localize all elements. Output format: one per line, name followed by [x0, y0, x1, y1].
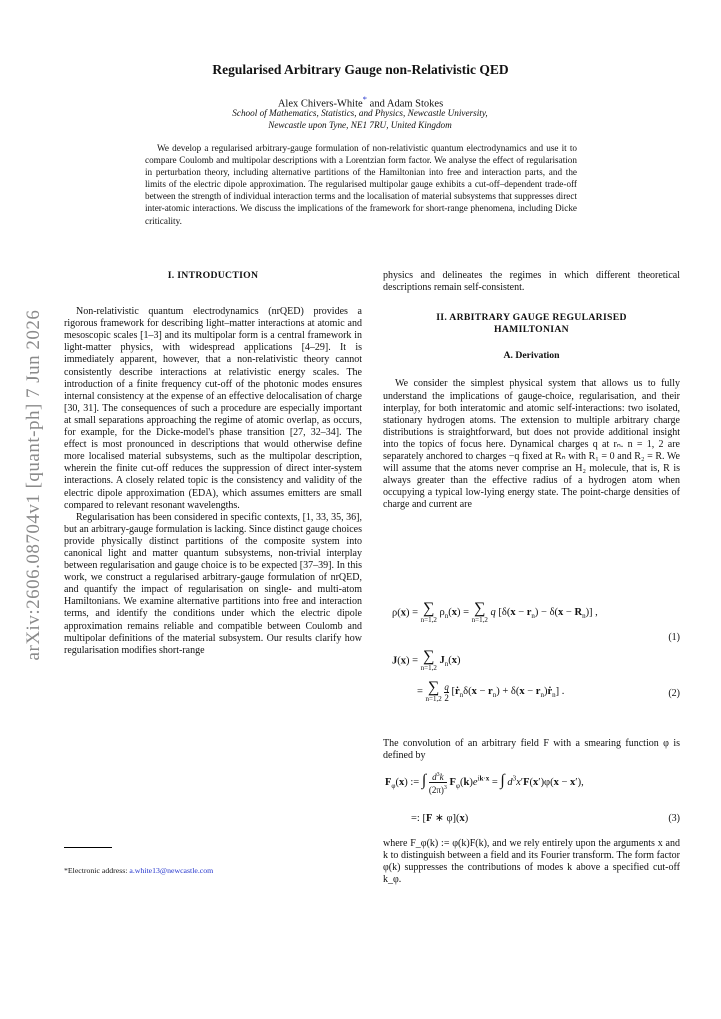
derivation-paragraph-2: The convolution of an arbitrary field F with a smearing function φ is defined by — [383, 738, 680, 762]
equation-2-line-1: J(x) = ∑ n=1,2 $J_n(x)$ — [392, 648, 461, 672]
equation-1: ρ(x) = ∑ n=1,2 $\rho_n(x)$ = ∑ n=1,2 q $[\delta(x - r_n) - \delta(x - R_n)]$ , — [392, 600, 598, 624]
formfactor-text — [383, 838, 680, 886]
footnote — [64, 866, 213, 875]
intro-paragraph-3: physics and delineates the regimes in which different theoretical descriptions remain self-consistent. — [383, 270, 680, 294]
convolution-text — [383, 738, 680, 762]
subsection-a-heading: A. Derivation — [503, 350, 560, 362]
derivation-paragraph-1: We consider the simplest physical system that allows us to fully understand the implications of gauge-choice, regularisation, and their interplay, for both interatomic and atomic self-interactions: two isolated, stationary hydrogen atoms. The extension to multiple arbitrary charge distributions is straightforward, but does not provide additional insight into the topics of focus here. Dynamical charges q at rₙ. n = 1, 2 are separately anchored to charges −q fixed at Rₙ with R₁ = 0 and R₂ = R. We will assume that the atoms never comprise an H₂ molecule, that is, R is always greater than the effective radius of a hydrogen atom when occupying a typical low-lying energy state. The point-charge densities of charge and current are — [383, 378, 680, 511]
equation-2-line-2: = ∑ n=1,2 $\frac{q}{2}$ [ṙ$_n$δ(x − $r_n) + \delta(x$ − $r_n)ṙ_n$] . — [417, 679, 565, 703]
equation-1-number: (1) — [668, 632, 680, 643]
footnote-label: *Electronic address: — [64, 866, 130, 875]
section-2-heading — [383, 312, 680, 336]
intro-paragraph-2: Regularisation has been considered in specific contexts, [1, 33, 35, 36], but an arbitrary-gauge formulation is lacking. Since distinct gauge choices provide physically distinct partitions of the composite system into canonical light and matter quantum subsystems, non-trivial interplay between regularisation and gauge choice is to be expected [37–39]. In this work, we construct a regularised arbitrary-gauge formulation of nrQED, and quantify the impact of regularisation on single- and multi-atom Hamiltonians. We examine alternative partitions into free and interaction terms, and identify the conditions under which the electric dipole approximation remains reliable and compatible between Coulomb and multipolar definitions of the material subsystem. Our results clarify how regularisation modifies short-range — [64, 511, 362, 656]
affiliation — [160, 108, 560, 131]
arxiv-identifier: arXiv:2606.08704v1 [quant-ph] 7 Jun 2026 — [23, 309, 44, 661]
arxiv-sidebar-stamp — [14, 290, 54, 680]
email-link[interactable]: a.white13@newcastle.com — [129, 866, 214, 875]
left-column — [64, 270, 362, 657]
author-2: Adam Stokes — [386, 98, 444, 110]
paper-title: Regularised Arbitrary Gauge non-Relativistic QED — [212, 62, 509, 77]
author-1: Alex Chivers-White — [277, 98, 363, 110]
author-conjunction: and — [367, 98, 387, 110]
equation-3-number: (3) — [668, 813, 680, 824]
equation-3-line-2: =: [F ∗ φ](x) — [411, 813, 469, 824]
author-1-footnote-mark[interactable]: * — [362, 94, 368, 104]
affiliation-line-1: School of Mathematics, Statistics, and Physics, Newcastle University, — [232, 108, 488, 118]
section-1-heading: I. INTRODUCTION — [167, 270, 259, 281]
right-column-top — [383, 270, 680, 512]
section-2-heading-line-1: II. ARBITRARY GAUGE REGULARISED — [436, 312, 627, 324]
intro-paragraph-1: Non-relativistic quantum electrodynamics (nrQED) provides a rigorous framework for describing light–matter interactions at atomic and mesoscopic scales [1–3] and its multipolar form is a central framework in light-matter physics, with widespread applications [4–29]. It is immediately apparent, however, that a non-relativistic theory cannot consistently describe interactions at relativistic energy scales. The introduction of a finite frequency cut-off of the photonic modes ensures internal consistency at the expense of an effective delocalisation of charge [30, 31]. The consequences of such a procedure are especially important at small separations approaching the regime of atomic overlap, as occurs, for example, for the Dicke-model's phase transition [27, 32–34]. The effect is most pronounced in descriptions that would otherwise define more localised material subsystems, such as the multipolar description, wherein the finite cut-off reduces the suppression of direct inter-system interactions. A closely related topic is the consistency and validity of the electric dipole approximation (EDA), which assumes emitters are small compared to relevant resonant wavelengths. — [64, 306, 362, 511]
abstract: We develop a regularised arbitrary-gauge formulation of non-relativistic quantum electrodynamics and use it to compare Coulomb and multipolar descriptions with a Lorentzian form factor. We analyse the effect of regularisation in perturbation theory, including alternative partitions of the Hamiltonian into free and interaction parts, and the limits of the electric dipole approximation. The regularised multipolar gauge exhibits a cut-off–dependent trade-off between the strength of individual interaction terms and the localisation of material subsystems that suppresses direct inter-atomic interactions. We discuss the implications of the framework for short-range phenomena, including Dicke criticality. — [145, 143, 577, 226]
derivation-paragraph-3: where F_φ(k) := φ(k)F(k), and we rely entirely upon the arguments x and k to distinguish between a field and its Fourier transform. The form factor φ(k) suppresses the contributions of modes k above a specified cut-off k_φ. — [383, 838, 680, 886]
equation-2-number: (2) — [668, 688, 680, 699]
section-2-heading-line-2: HAMILTONIAN — [494, 324, 569, 336]
affiliation-line-2: Newcastle upon Tyne, NE1 7RU, United Kingdom — [268, 119, 452, 130]
footnote-rule — [64, 847, 112, 848]
equation-3-line-1: $F_\varphi(x)$ := ∫ $\frac{d^3k}{(2\pi)^3}$ $F_\varphi(k)e^{ik\cdot x}$ = ∫ $d^3x'F(x')\varphi(x - x')$, — [385, 771, 584, 795]
